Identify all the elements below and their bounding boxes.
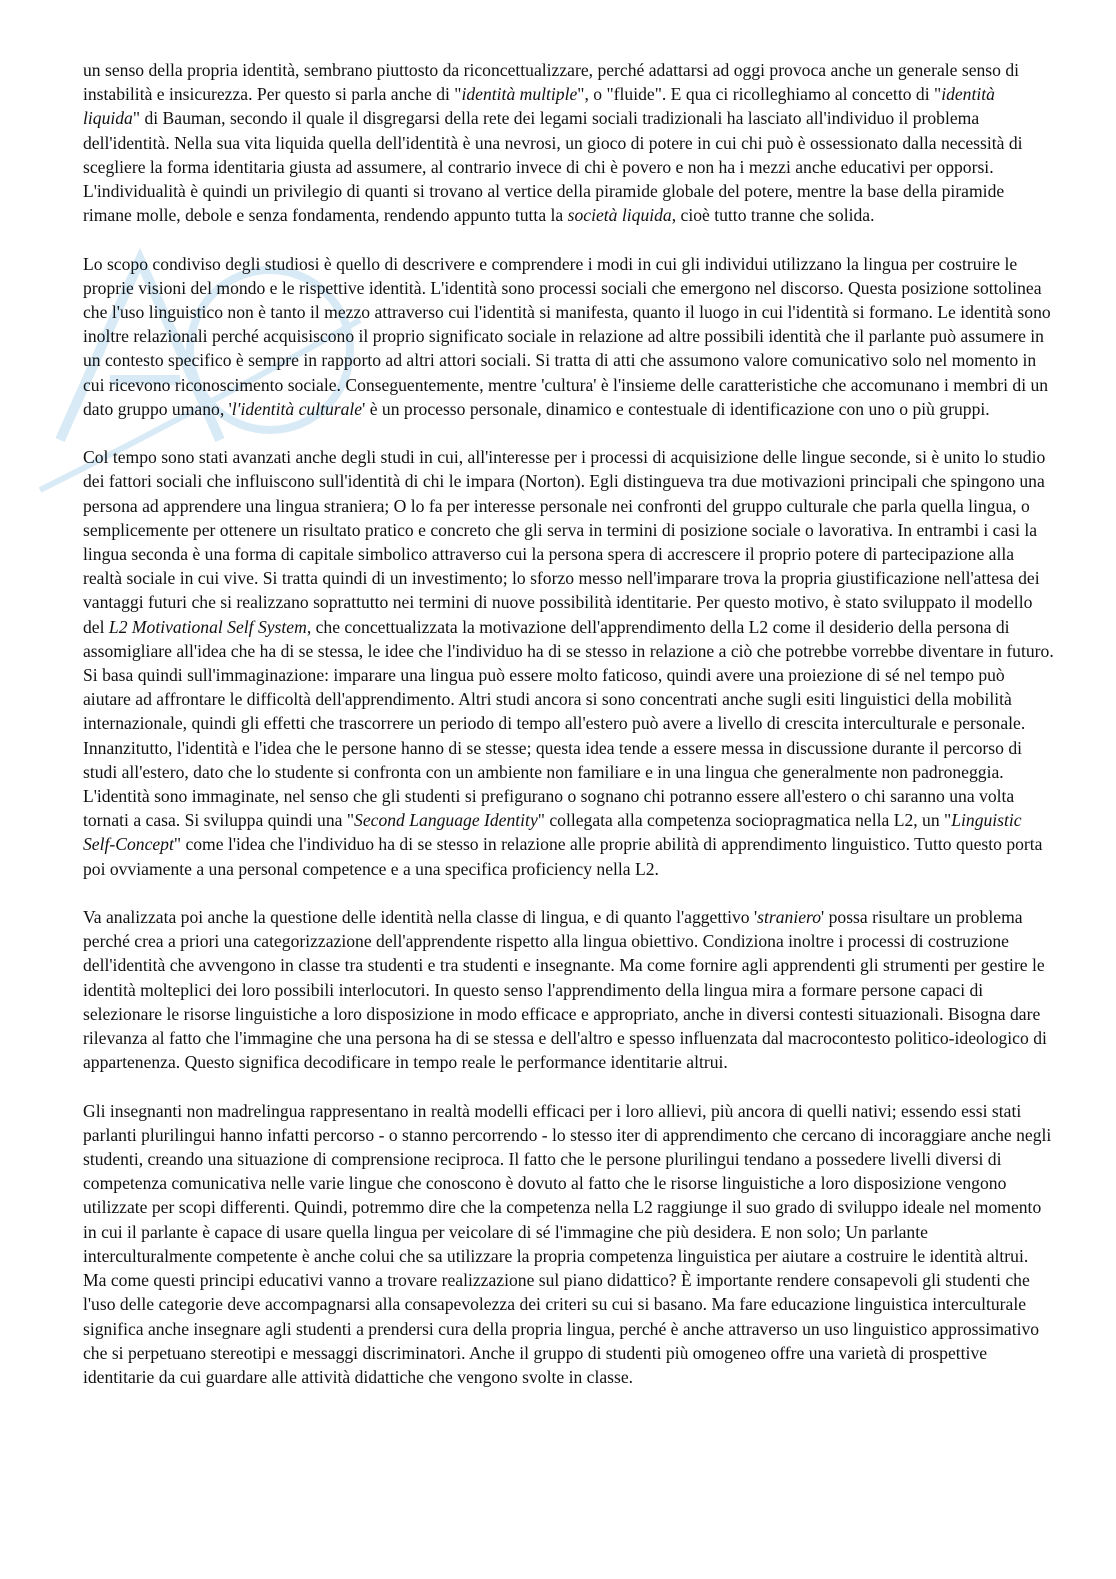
text-run: Lo scopo condiviso degli studiosi è quello di descrivere e comprendere i modi in cui gli individui utilizzano la lingua per costruire le proprie visioni del mondo e le rispettive identità. L'identità sono processi sociali che emergono nel discorso. Questa posizione sottolinea che l'uso linguistico non è tanto il mezzo attraverso cui l'identità si manifesta, quanto il luogo in cui l'identità si formano. Le identità sono inoltre relazionali perché acquisiscono il proprio significato sociale in relazione ad altre possibili identità che il parlante può assumere in un contesto specifico è sempre in rapporto ad altri attori sociali. Si tratta di atti che assumono valore comunicativo solo nel momento in cui ricevono riconoscimento sociale. Conseguentemente, mentre 'cultura' è l'insieme delle caratteristiche che accomunano i membri di un dato gruppo umano, ' bbox=[83, 253, 1051, 419]
text-run: Col tempo sono stati avanzati anche degli studi in cui, all'interesse per i processi di acquisizione delle lingue seconde, si è unito lo studio dei fattori sociali che influiscono sull'identità di chi le impara (Norton). Egli distingueva tra due motivazioni principali che spingono una persona ad apprendere una lingua straniera; O lo fa per interesse personale nei confronti del gruppo culturale che parla quella lingua, o semplicemente per ottenere un risultato pratico e concreto che gli serva in termini di posizione sociale o lavorativa. In entrambi i casi la lingua seconda è una forma di capitale simbolico attraverso cui la persona spera di accrescere il proprio potere di partecipazione alla realtà sociale in cui vive. Si tratta quindi di un investimento; lo sforzo messo nell'imparare trova la propria giustificazione nell'attesa dei vantaggi futuri che si realizzano soprattutto nei termini di nuove possibilità identitarie. Per questo motivo, è stato sviluppato il modello del bbox=[83, 447, 1046, 637]
italic-term: Second Language Identity bbox=[354, 810, 538, 831]
text-run: Va analizzata poi anche la questione delle identità nella classe di lingua, e di quanto l'aggettivo ' bbox=[83, 907, 758, 928]
text-run: " collegata alla competenza sociopragmatica nella L2, un " bbox=[537, 810, 952, 831]
italic-term: società liquida bbox=[567, 205, 672, 226]
text-run: un senso della propria identità, sembrano piuttosto da riconcettualizzare, perché adattarsi ad oggi provoca anche un generale senso di instabilità e insicurezza. Per questo si parla anche di " bbox=[83, 60, 1020, 105]
paragraph bbox=[83, 445, 1055, 881]
text-run: Gli insegnanti non madrelingua rappresentano in realtà modelli efficaci per i loro allievi, più ancora di quelli nativi; essendo essi stati parlanti plurilingui hanno infatti percorso - o stanno percorrendo - lo stesso iter di apprendimento che cercano di incoraggiare anche negli studenti, creando una situazione di comprensione reciproca. Il fatto che le persone plurilingui tendano a possedere livelli diversi di competenza comunicativa nelle varie lingue che conoscono è dovuto al fatto che le risorse linguistiche a loro disposizione vengono utilizzate per scopi differenti. Quindi, potremmo dire che la competenza nella L2 raggiunge il suo grado di sviluppo ideale nel momento in cui il parlante è capace di usare quella lingua per veicolare di sé l'immagine che più desidera. E non solo; Un parlante interculturalmente competente è anche colui che sa utilizzare la propria competenza linguistica per aiutare a costruire le identità altrui. Ma come questi principi educativi vanno a trovare realizzazione sul piano didattico? È importante rendere consapevoli gli studenti che l'uso delle categorie deve accompagnarsi alla consapevolezza dei criteri su cui si basano. Ma fare educazione linguistica interculturale significa anche insegnare agli studenti a prendersi cura della propria lingua, perché è anche attraverso un uso linguistico approssimativo che si perpetuano stereotipi e messaggi discriminatori. Anche il gruppo di studenti più omogeneo offre una varietà di prospettive identitarie da cui guardare alle attività didattiche che vengono svolte in classe. bbox=[83, 1100, 1052, 1387]
paragraph bbox=[83, 905, 1055, 1074]
italic-term: identità liquida bbox=[83, 84, 995, 129]
text-run: ' è un processo personale, dinamico e contestuale di identificazione con uno o più gruppi. bbox=[362, 398, 990, 419]
text-run: " di Bauman, secondo il quale il disgregarsi della rete dei legami sociali tradizionali ha lasciato all'individuo il problema dell'identità. Nella sua vita liquida quella dell'identità è una nevrosi, un gioco di potere in cui chi può è ossessionato dalla necessità di scegliere la forma identitaria giusta ad assumere, al contrario invece di chi è povero e non ha i mezzi anche educativi per opporsi. L'individualità è quindi un privilegio di quanti si trovano al vertice della piramide globale del potere, mentre la base della piramide rimane molle, debole e senza fondamenta, rendendo appunto tutta la bbox=[83, 108, 1023, 226]
document-body bbox=[83, 58, 1055, 1389]
italic-term: l'identità culturale bbox=[231, 398, 363, 419]
italic-term: L2 Motivational Self System bbox=[108, 616, 307, 637]
italic-term: straniero bbox=[757, 907, 822, 928]
text-run: , che concettualizzata la motivazione dell'apprendimento della L2 come il desiderio della persona di assomigliare all'idea che ha di se stessa, le idee che l'individuo ha di se stesso in relazione a ciò che potrebbe vorrebbe diventare in futuro. Si basa quindi sull'immaginazione: imparare una lingua può essere molto faticoso, quindi avere una proiezione di sé nel tempo può aiutare ad affrontare le difficoltà dell'apprendimento. Altri studi ancora si sono concentrati anche sugli esiti linguistici della mobilità internazionale, quindi gli effetti che trascorrere un periodo di tempo all'estero può avere a livello di crescita interculturale e personale. Innanzitutto, l'identità e l'idea che le persone hanno di se stesse; questa idea tende a essere messa in discussione durante il percorso di studi all'estero, dato che lo studente si confronta con un ambiente non familiare e in una lingua che generalmente non padroneggia. L'identità sono immaginate, nel senso che gli studenti si prefigurano o sognano chi potranno essere all'estero o chi saranno una volta tornati a casa. Si sviluppa quindi una " bbox=[83, 616, 1054, 831]
italic-term: identità multiple bbox=[461, 84, 578, 105]
paragraph bbox=[83, 58, 1055, 227]
text-run: ", o "fluide". E qua ci ricolleghiamo al concetto di " bbox=[577, 84, 942, 105]
text-run: " come l'idea che l'individuo ha di se stesso in relazione alle proprie abilità di apprendimento linguistico. Tutto questo porta poi ovviamente a una personal competence e a una specifica proficiency nella L2. bbox=[83, 834, 1043, 879]
paragraph bbox=[83, 252, 1055, 421]
text-run: ' possa risultare un problema perché crea a priori una categorizzazione dell'apprendente rispetto alla lingua obiettivo. Condiziona inoltre i processi di costruzione dell'identità che avvengono in classe tra studenti e tra studenti e insegnante. Ma come fornire agli apprendenti gli strumenti per gestire le identità molteplici dei loro possibili interlocutori. In questo senso l'apprendimento della lingua mira a formare persone capaci di selezionare le risorse linguistiche a loro disposizione in modo efficace e appropriato, anche in diversi contesti situazionali. Bisogna dare rilevanza al fatto che l'immagine che una persona ha di se stessa e dell'altro e spesso influenzata dal macrocontesto politico-ideologico di appartenenza. Questo significa decodificare in tempo reale le performance identitarie altrui. bbox=[83, 907, 1047, 1073]
italic-term: Linguistic Self-Concept bbox=[83, 810, 1022, 855]
text-run: , cioè tutto tranne che solida. bbox=[671, 205, 875, 226]
paragraph bbox=[83, 1099, 1055, 1389]
